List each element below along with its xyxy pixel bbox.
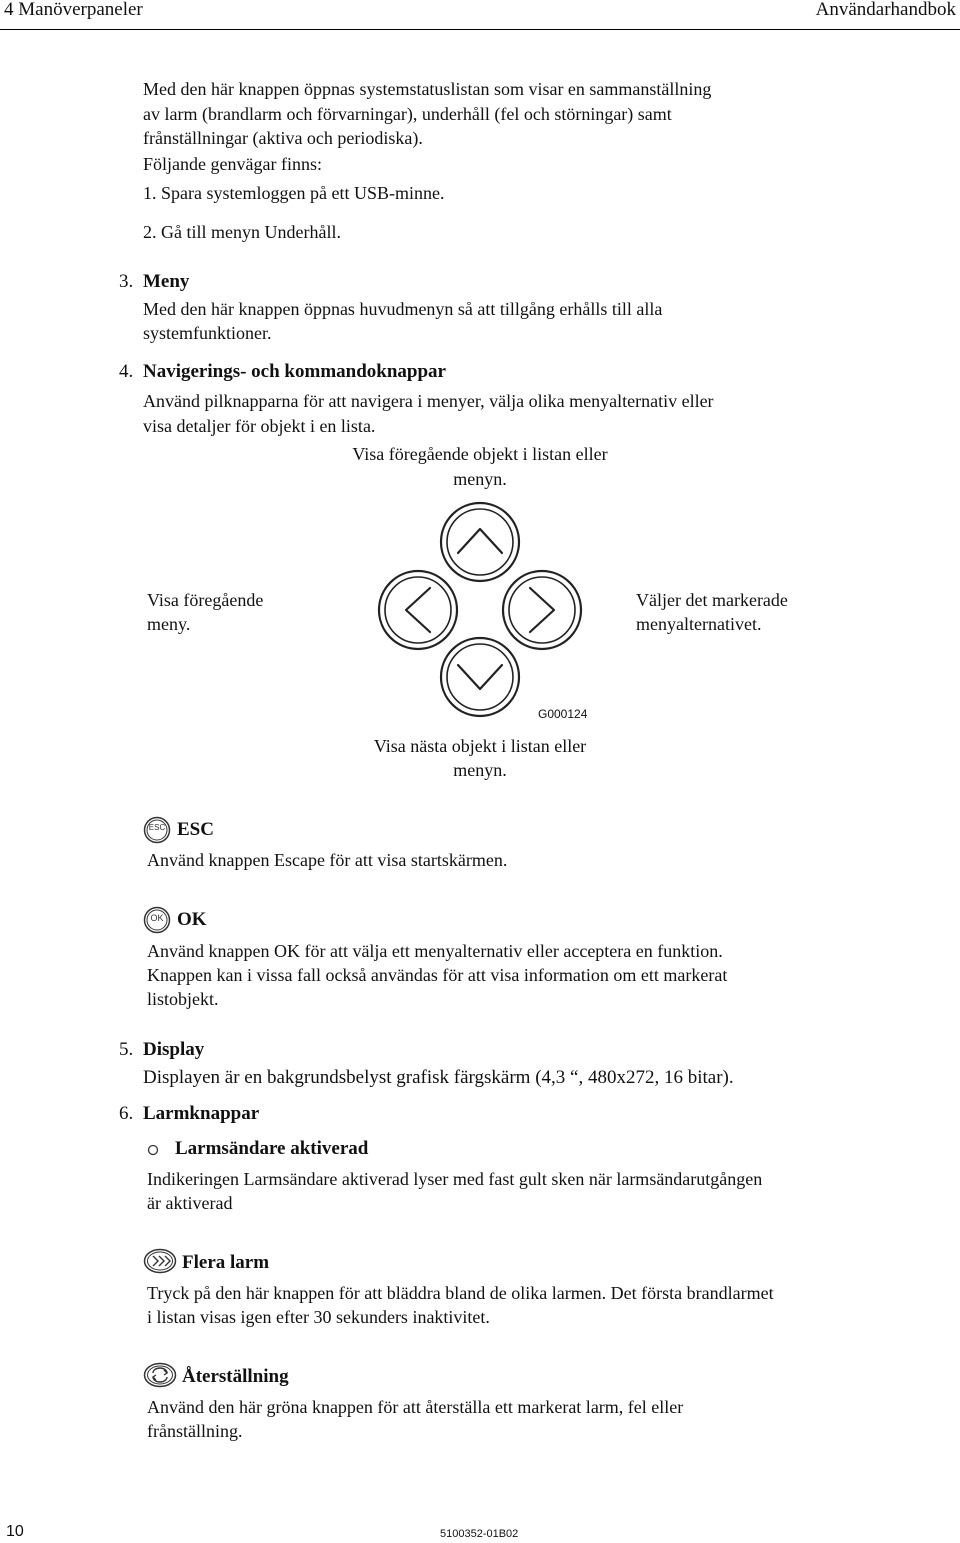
ok-text-3: listobjekt.: [147, 989, 219, 1009]
ok-title: OK: [177, 909, 207, 930]
reset-icon: [143, 1362, 177, 1388]
down-arrow-button-icon: [441, 638, 519, 716]
header-divider: [0, 29, 960, 30]
caption-right-line-1: Väljer det markerade: [636, 590, 788, 610]
book-header: Användarhandbok: [815, 0, 956, 20]
caption-up-line-1: Visa föregående objekt i listan eller: [352, 444, 608, 464]
caption-down-line-1: Visa nästa objekt i listan eller: [373, 736, 587, 756]
shortcut-2: 2. Gå till menyn Underhåll.: [143, 222, 341, 242]
caption-up-line-2: menyn.: [453, 469, 507, 489]
caption-left-line-1: Visa föregående: [147, 590, 264, 610]
section-display-text: Displayen är en bakgrundsbelyst grafisk färgskärm (4,3 “, 480x272, 16 bitar).: [143, 1067, 734, 1088]
larmsandare-text-2: är aktiverad: [147, 1193, 233, 1213]
section-nav-text-1: Använd pilknapparna för att navigera i menyer, välja olika menyalternativ eller: [143, 391, 714, 411]
document-number: 5100352-01B02: [440, 1528, 519, 1540]
navigation-buttons-diagram: [370, 495, 590, 725]
intro-line-2: av larm (brandlarm och förvarningar), underhåll (fel och störningar) samt: [143, 104, 672, 124]
intro-line-1: Med den här knappen öppnas systemstatuslistan som visar en sammanställning: [143, 79, 712, 99]
section-larm-number: 6.: [119, 1103, 134, 1124]
section-nav-number: 4.: [119, 361, 134, 382]
right-arrow-button-icon: [503, 571, 581, 649]
aterstallning-title: Återställning: [182, 1366, 289, 1387]
intro-line-3: frånställningar (aktiva och periodiska).: [143, 128, 423, 148]
caption-down-line-2: menyn.: [453, 760, 507, 780]
section-meny-title: Meny: [143, 271, 190, 292]
esc-text: Använd knappen Escape för att visa startskärmen.: [147, 850, 508, 870]
aterstallning-text-1: Använd den här gröna knappen för att återställa ett markerat larm, fel eller: [147, 1397, 684, 1417]
aterstallning-text-2: frånställning.: [147, 1421, 243, 1441]
shortcuts-label: Följande genvägar finns:: [143, 154, 322, 174]
section-larm-title: Larmknappar: [143, 1103, 260, 1124]
section-nav-title: Navigerings- och kommandoknappar: [143, 361, 446, 382]
section-meny-number: 3.: [119, 271, 134, 292]
esc-icon-label: ESC: [148, 823, 166, 832]
chapter-header: 4 Manöverpaneler: [4, 0, 143, 20]
larmsandare-text-1: Indikeringen Larmsändare aktiverad lyser med fast gult sken när larmsändarutgången: [147, 1169, 763, 1189]
shortcut-1: 1. Spara systemloggen på ett USB-minne.: [143, 183, 445, 203]
caption-left-line-2: meny.: [147, 614, 191, 634]
multiple-alarms-icon: [143, 1248, 177, 1274]
left-arrow-button-icon: [379, 571, 457, 649]
indicator-led-icon: [146, 1143, 160, 1157]
flera-text-1: Tryck på den här knappen för att bläddra bland de olika larmen. Det första brandlarmet: [147, 1283, 774, 1303]
section-meny-text-2: systemfunktioner.: [143, 323, 272, 343]
flera-text-2: i listan visas igen efter 30 sekunders inaktivitet.: [147, 1307, 490, 1327]
flera-title: Flera larm: [182, 1252, 270, 1273]
caption-right-line-2: menyalternativet.: [636, 614, 762, 634]
ok-text-2: Knappen kan i vissa fall också användas för att visa information om ett markerat: [147, 965, 728, 985]
up-arrow-button-icon: [441, 503, 519, 581]
section-display-title: Display: [143, 1039, 205, 1060]
ok-icon-label: OK: [150, 913, 164, 923]
figure-code: G000124: [538, 707, 588, 721]
page-number: 10: [6, 1523, 24, 1540]
esc-title: ESC: [177, 819, 214, 840]
section-display-number: 5.: [119, 1039, 134, 1060]
ok-text-1: Använd knappen OK för att välja ett menyalternativ eller acceptera en funktion.: [147, 941, 723, 961]
larmsandare-title: Larmsändare aktiverad: [175, 1138, 369, 1159]
section-meny-text-1: Med den här knappen öppnas huvudmenyn så att tillgång erhålls till alla: [143, 299, 663, 319]
section-nav-text-2: visa detaljer för objekt i en lista.: [143, 416, 376, 436]
